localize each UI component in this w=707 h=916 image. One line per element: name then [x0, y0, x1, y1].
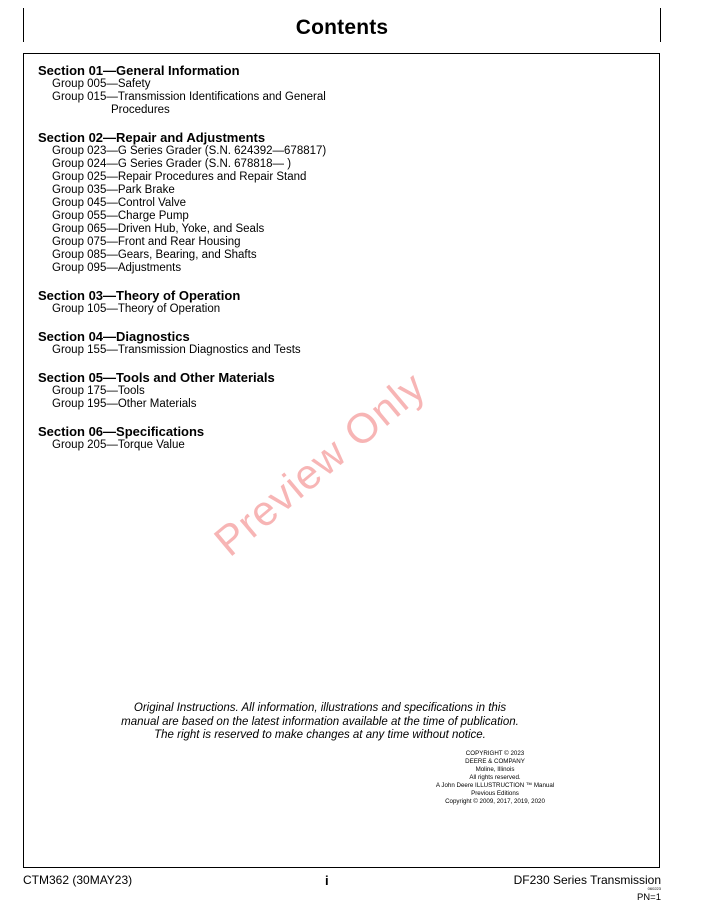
section-title: Section 02—Repair and Adjustments [38, 130, 266, 145]
group-label: Group 024—G Series Grader (S.N. 678818— ) [52, 158, 292, 170]
toc-section [38, 370, 638, 411]
toc-group-entry [38, 223, 638, 236]
toc-group-entry [38, 145, 638, 158]
footer-code: 060223 [647, 886, 661, 891]
group-label: Group 195—Other Materials [52, 398, 197, 410]
notice-line: manual are based on the latest information available at the time of publication. [121, 715, 519, 728]
footer-manual-id: CTM362 (30MAY23) [23, 873, 133, 887]
toc-group-entry [38, 344, 638, 357]
copyright-line: All rights reserved. [469, 774, 521, 781]
toc-group-entry [38, 262, 638, 275]
footer-pn: PN=1 [636, 892, 661, 903]
preview-watermark: Preview Only [205, 362, 435, 565]
page-title: Contents [295, 16, 389, 39]
group-label: Group 015—Transmission Identifications and General [52, 91, 326, 103]
toc-section [38, 63, 638, 117]
section-title: Section 01—General Information [38, 63, 240, 78]
copyright-line: Moline, Illinois [475, 766, 515, 773]
group-label: Group 025—Repair Procedures and Repair Stand [52, 171, 307, 183]
group-label: Group 105—Theory of Operation [52, 303, 221, 315]
toc-group-entry [38, 91, 638, 117]
group-label: Group 085—Gears, Bearing, and Shafts [52, 249, 257, 261]
toc-section [38, 329, 638, 357]
group-label: Group 045—Control Valve [52, 197, 187, 209]
copyright-line: Copyright © 2009, 2017, 2019, 2020 [445, 798, 545, 805]
notice-line: The right is reserved to make changes at any time without notice. [154, 729, 486, 741]
group-label: Group 155—Transmission Diagnostics and Tests [52, 344, 301, 356]
group-label: Group 075—Front and Rear Housing [52, 236, 241, 248]
toc-group-entry [38, 398, 638, 411]
group-label: Group 175—Tools [52, 385, 145, 397]
toc-group-entry [38, 385, 638, 398]
toc-group-entry [38, 210, 638, 223]
toc-group-entry [38, 184, 638, 197]
group-label: Group 005—Safety [52, 78, 151, 90]
toc-group-entry [38, 249, 638, 262]
toc-group-entry [38, 236, 638, 249]
toc-group-entry [38, 171, 638, 184]
table-of-contents [38, 63, 638, 465]
toc-section [38, 130, 638, 275]
copyright-line: A John Deere ILLUSTRUCTION ™ Manual [435, 782, 555, 789]
section-title: Section 05—Tools and Other Materials [38, 370, 275, 385]
group-label: Group 023—G Series Grader (S.N. 624392—678817) [52, 145, 327, 157]
group-label: Group 095—Adjustments [52, 262, 182, 274]
group-label: Group 205—Torque Value [52, 439, 185, 451]
notice-line: Original Instructions. All information, illustrations and specifications in this [133, 702, 507, 714]
footer-page-number: i [325, 873, 329, 888]
section-title: Section 06—Specifications [38, 424, 205, 439]
toc-section [38, 288, 638, 316]
toc-group-entry [38, 158, 638, 171]
group-label-continued: Procedures [111, 104, 170, 116]
legal-notice [0, 702, 640, 743]
copyright-line: Previous Editions [471, 790, 519, 797]
group-label: Group 055—Charge Pump [52, 210, 189, 222]
section-title: Section 04—Diagnostics [38, 329, 190, 344]
copyright-line: DEERE & COMPANY [465, 758, 525, 765]
toc-group-entry [38, 78, 638, 91]
group-label: Group 035—Park Brake [52, 184, 175, 196]
section-title: Section 03—Theory of Operation [38, 288, 241, 303]
group-label: Group 065—Driven Hub, Yoke, and Seals [52, 223, 265, 235]
copyright-line: COPYRIGHT © 2023 [465, 750, 525, 757]
footer-manual-title: DF230 Series Transmission [513, 873, 661, 887]
copyright-block [395, 750, 595, 806]
toc-group-entry [38, 303, 638, 316]
toc-group-entry [38, 197, 638, 210]
